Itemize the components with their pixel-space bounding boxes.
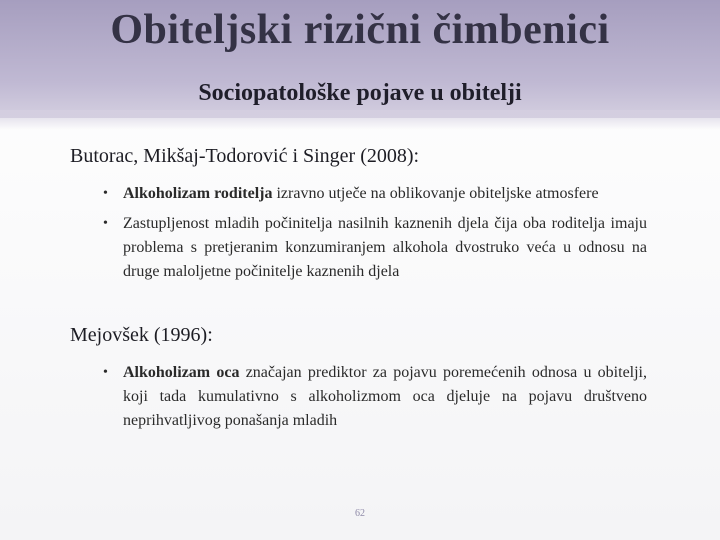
bullet-icon: • <box>103 216 108 231</box>
bullet-item <box>103 361 648 433</box>
bullet-icon: • <box>103 186 108 201</box>
slide-subtitle: Sociopatološke pojave u obitelji <box>198 80 522 106</box>
slide-title: Obiteljski rizični čimbenici <box>110 7 610 53</box>
bullet-icon: • <box>103 365 108 380</box>
bullet-list-1 <box>70 182 647 284</box>
bullet-bold-text: Alkoholizam oca <box>123 364 240 381</box>
content-area <box>70 145 660 439</box>
bullet-item <box>103 212 647 284</box>
bullet-bold-text: Alkoholizam roditelja <box>123 185 273 202</box>
bullet-list-2 <box>70 361 647 433</box>
bullet-text: izravno utječe na oblikovanje obiteljske atmosfere <box>272 185 599 202</box>
page-number: 62 <box>355 508 365 519</box>
source-heading-1: Butorac, Mikšaj-Todorović i Singer (2008): <box>70 145 420 167</box>
bullet-item <box>103 182 647 206</box>
bullet-text: značajan prediktor za pojavu poremećenih odnosa u obitelji, koji tada kumulativno s alkoholizmom oca djeluje na pojavu društveno neprihvatljivog ponašanja mladih <box>123 364 648 429</box>
bullet-text: Zastupljenost mladih počinitelja nasilnih kaznenih djela čija oba roditelja imaju problema s pretjeranim konzumiranjem alkohola dvostruko veća u odnosu na druge maloljetne počinitelje kaznenih djela <box>123 215 647 280</box>
header-fade <box>0 110 720 130</box>
source-heading-2: Mejovšek (1996): <box>70 324 213 346</box>
